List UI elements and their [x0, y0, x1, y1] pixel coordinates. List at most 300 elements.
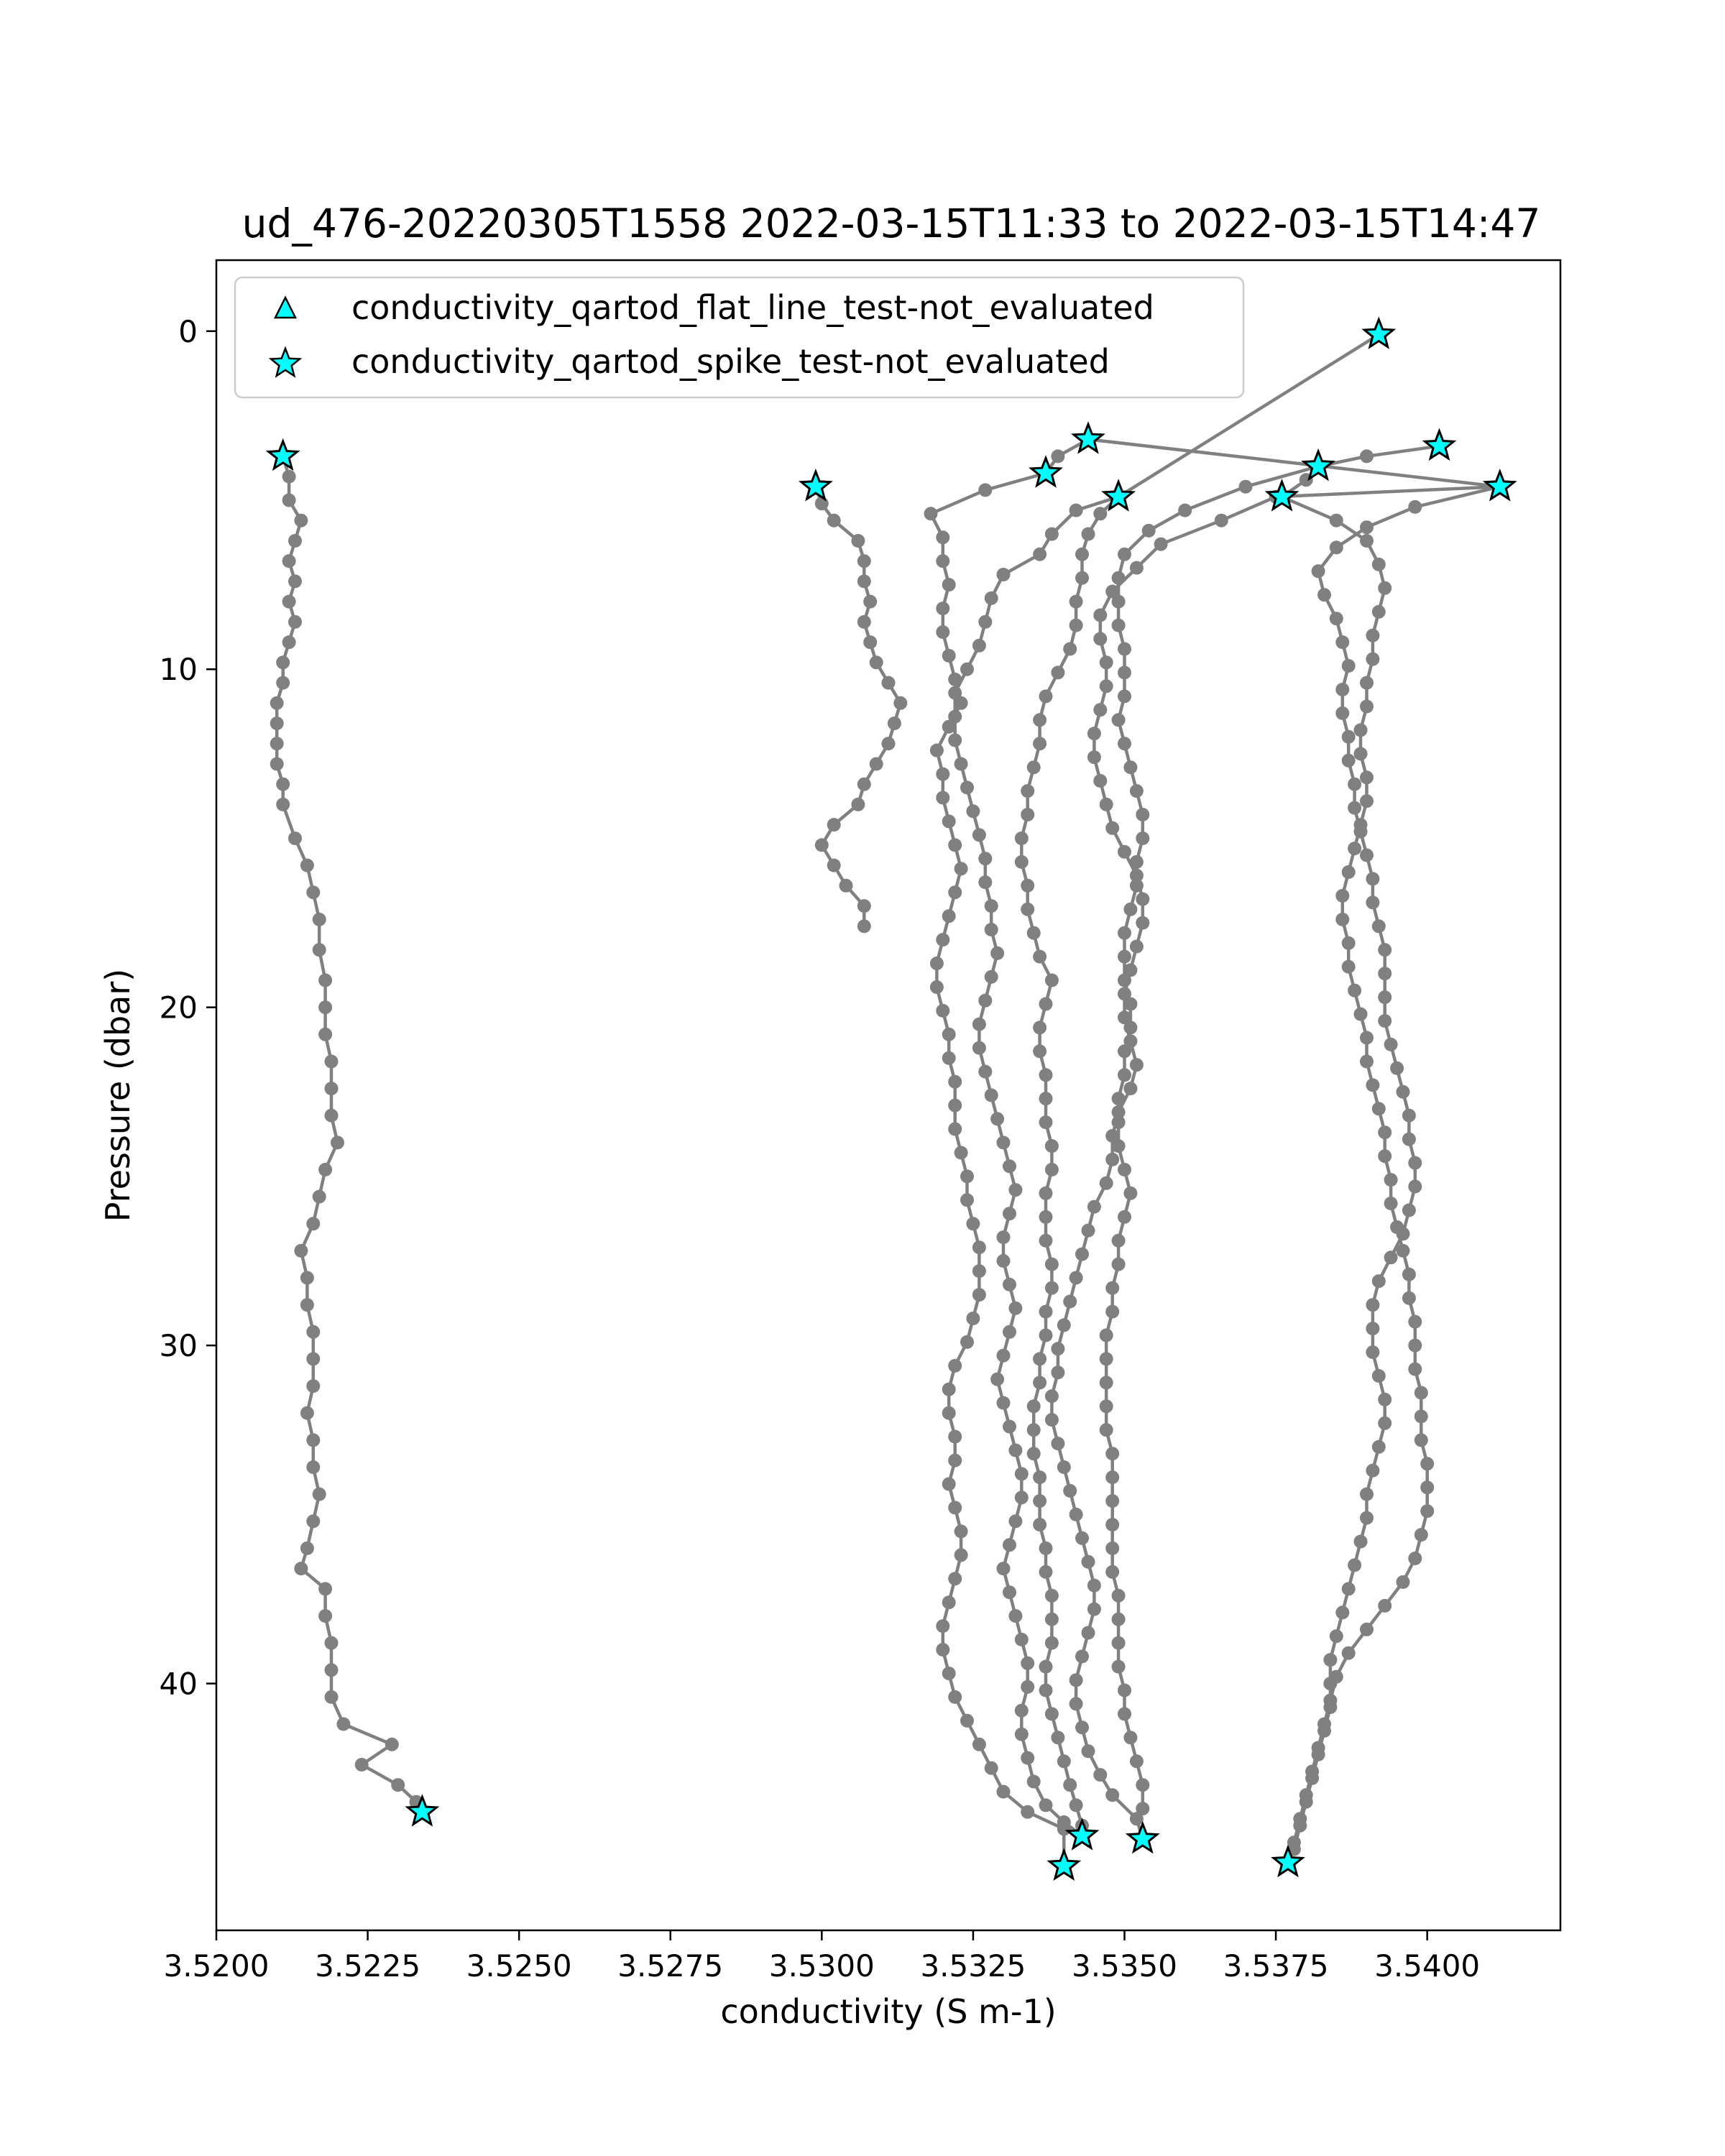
- data-point: [1063, 1484, 1077, 1498]
- plot-background: [216, 260, 1560, 1930]
- data-point: [1039, 1565, 1053, 1579]
- data-point: [1118, 548, 1131, 561]
- data-point: [1366, 629, 1379, 642]
- data-point: [1360, 676, 1374, 690]
- data-point: [888, 717, 901, 730]
- data-point: [948, 686, 962, 700]
- data-point: [948, 1690, 962, 1704]
- data-point: [997, 1254, 1011, 1268]
- data-point: [948, 885, 962, 899]
- data-point: [1008, 1514, 1022, 1528]
- data-point: [1136, 1778, 1149, 1792]
- data-point: [1082, 1555, 1095, 1569]
- data-point: [306, 885, 320, 899]
- data-point: [893, 696, 907, 710]
- data-point: [1335, 683, 1349, 696]
- data-point: [1378, 1416, 1392, 1430]
- data-point: [1378, 1393, 1392, 1406]
- data-point: [936, 530, 949, 544]
- data-point: [1420, 1504, 1434, 1518]
- data-point: [954, 1548, 968, 1562]
- data-point: [966, 1217, 980, 1230]
- data-point: [1118, 926, 1131, 940]
- data-point: [1330, 540, 1343, 554]
- data-point: [942, 1406, 956, 1420]
- data-point: [942, 649, 956, 663]
- data-point: [936, 1004, 949, 1018]
- x-tick-label: 3.5400: [1374, 1948, 1481, 1984]
- data-point: [1330, 612, 1343, 625]
- data-point: [960, 1335, 974, 1349]
- data-point: [1057, 1318, 1071, 1332]
- data-point: [1312, 564, 1325, 578]
- data-point: [1408, 1156, 1422, 1170]
- data-point: [1366, 872, 1379, 885]
- data-point: [1039, 1115, 1053, 1129]
- data-point: [863, 635, 877, 649]
- y-tick-label: 40: [159, 1666, 198, 1702]
- data-point: [1105, 1788, 1119, 1802]
- data-point: [1021, 784, 1034, 798]
- data-point: [1033, 1044, 1046, 1058]
- data-point: [1003, 1420, 1016, 1434]
- data-point: [1093, 609, 1107, 622]
- data-point: [1063, 642, 1077, 656]
- data-point: [1015, 1704, 1029, 1718]
- data-point: [1082, 1744, 1095, 1758]
- data-point: [1051, 1365, 1064, 1379]
- data-point: [306, 1217, 320, 1230]
- data-point: [1136, 831, 1149, 845]
- data-point: [978, 1065, 992, 1079]
- data-point: [1033, 713, 1046, 727]
- data-point: [1408, 500, 1422, 514]
- data-point: [882, 676, 896, 690]
- data-point: [1063, 1778, 1077, 1792]
- data-point: [1384, 1173, 1398, 1187]
- data-point: [1112, 1589, 1126, 1603]
- data-point: [1075, 1720, 1089, 1734]
- data-point: [1123, 1082, 1137, 1095]
- data-point: [325, 1636, 339, 1650]
- data-point: [1070, 1271, 1083, 1285]
- plot-area: [216, 260, 1560, 1930]
- data-point: [1100, 1329, 1113, 1342]
- data-point: [318, 1000, 332, 1014]
- data-point: [1033, 1470, 1046, 1484]
- data-point: [294, 1244, 308, 1258]
- data-point: [282, 470, 296, 484]
- x-tick-label: 3.5375: [1223, 1948, 1329, 1984]
- data-point: [1293, 1812, 1307, 1825]
- data-point: [300, 1271, 314, 1285]
- data-point: [1118, 845, 1131, 859]
- data-point: [1112, 1613, 1126, 1626]
- data-point: [1372, 919, 1386, 933]
- data-point: [1100, 1423, 1113, 1437]
- data-point: [288, 574, 302, 588]
- data-point: [1100, 655, 1113, 669]
- data-point: [870, 655, 883, 669]
- data-point: [870, 757, 883, 771]
- data-point: [1063, 1295, 1077, 1309]
- data-point: [1015, 855, 1029, 869]
- data-point: [1118, 642, 1131, 656]
- data-point: [990, 1373, 1004, 1386]
- data-point: [276, 798, 290, 811]
- data-point: [318, 974, 332, 987]
- data-point: [1039, 1660, 1053, 1674]
- data-point: [942, 909, 956, 923]
- data-point: [827, 859, 841, 872]
- data-point: [1360, 520, 1374, 534]
- data-point: [1045, 1281, 1059, 1295]
- data-point: [1378, 1125, 1392, 1139]
- data-point: [1045, 1413, 1059, 1427]
- data-point: [318, 1163, 332, 1176]
- data-point: [936, 1619, 949, 1633]
- data-point: [1305, 1764, 1319, 1778]
- data-point: [1420, 1480, 1434, 1494]
- data-point: [1378, 1014, 1392, 1028]
- y-axis-label: Pressure (dbar): [98, 968, 137, 1222]
- data-point: [1045, 1139, 1059, 1153]
- data-point: [1112, 1636, 1126, 1650]
- data-point: [936, 625, 949, 639]
- chart-title: ud_476-20220305T1558 2022-03-15T11:33 to 2022-03-15T14:47: [242, 201, 1541, 247]
- x-tick-label: 3.5275: [617, 1948, 724, 1984]
- data-point: [1408, 1180, 1422, 1194]
- data-point: [270, 696, 284, 710]
- data-point: [1366, 1322, 1379, 1335]
- data-point: [997, 1785, 1011, 1799]
- data-point: [1070, 619, 1083, 632]
- data-point: [857, 899, 871, 913]
- data-point: [1015, 1728, 1029, 1741]
- data-point: [1039, 1798, 1053, 1812]
- data-point: [1354, 1008, 1368, 1021]
- data-point: [1027, 760, 1041, 774]
- data-point: [1348, 801, 1361, 815]
- data-point: [948, 1501, 962, 1514]
- data-point: [306, 1514, 320, 1528]
- data-point: [1372, 1440, 1386, 1454]
- data-point: [1178, 504, 1192, 517]
- data-point: [331, 1135, 344, 1149]
- data-point: [978, 994, 992, 1008]
- data-point: [1123, 1731, 1137, 1744]
- x-tick-label: 3.5300: [768, 1948, 875, 1984]
- x-tick-label: 3.5225: [315, 1948, 421, 1984]
- y-axis: [160, 314, 216, 1702]
- data-point: [1033, 1376, 1046, 1389]
- data-point: [1033, 737, 1046, 750]
- data-point: [1039, 1305, 1053, 1319]
- data-point: [1402, 1133, 1416, 1146]
- data-point: [336, 1718, 350, 1731]
- data-point: [1033, 1494, 1046, 1508]
- data-point: [306, 1460, 320, 1474]
- data-point: [1348, 842, 1361, 855]
- data-point: [1105, 1542, 1119, 1555]
- data-point: [1112, 1092, 1126, 1105]
- data-point: [942, 578, 956, 591]
- data-point: [1033, 1352, 1046, 1365]
- data-point: [1335, 889, 1349, 903]
- data-point: [1045, 528, 1059, 541]
- data-point: [1008, 1183, 1022, 1197]
- x-axis: [164, 1930, 1481, 1984]
- legend: [235, 277, 1243, 397]
- data-point: [1348, 778, 1361, 791]
- data-point: [325, 1690, 339, 1704]
- data-point: [294, 1562, 308, 1575]
- data-point: [385, 1738, 399, 1751]
- data-point: [1330, 1629, 1343, 1643]
- data-point: [1021, 808, 1034, 821]
- data-point: [1118, 689, 1131, 703]
- data-point: [1021, 1805, 1034, 1819]
- data-point: [1130, 784, 1144, 798]
- data-point: [1335, 706, 1349, 720]
- data-point: [857, 615, 871, 629]
- data-point: [954, 757, 968, 771]
- data-point: [930, 957, 944, 970]
- data-point: [1112, 1660, 1126, 1674]
- x-axis-label: conductivity (S m-1): [720, 1992, 1057, 2031]
- data-point: [306, 1379, 320, 1393]
- data-point: [960, 780, 974, 794]
- data-point: [1123, 998, 1137, 1011]
- data-point: [1408, 1552, 1422, 1565]
- data-point: [1051, 449, 1064, 463]
- data-point: [1323, 1694, 1337, 1708]
- data-point: [1335, 635, 1349, 649]
- data-point: [1123, 1187, 1137, 1200]
- data-point: [1093, 703, 1107, 717]
- data-point: [1390, 1220, 1404, 1234]
- data-point: [1015, 831, 1029, 845]
- data-point: [1045, 1589, 1059, 1603]
- data-point: [318, 1028, 332, 1041]
- data-point: [1003, 1538, 1016, 1552]
- data-point: [1070, 1697, 1083, 1710]
- data-point: [827, 514, 841, 528]
- data-point: [972, 639, 986, 653]
- data-point: [1082, 1224, 1095, 1238]
- data-point: [1360, 534, 1374, 548]
- data-point: [1118, 950, 1131, 964]
- data-point: [882, 737, 896, 750]
- data-point: [1093, 632, 1107, 645]
- data-point: [1414, 1386, 1428, 1400]
- data-point: [1154, 538, 1168, 551]
- data-point: [1123, 760, 1137, 774]
- data-point: [1045, 1258, 1059, 1271]
- y-tick-label: 20: [159, 990, 198, 1026]
- data-point: [270, 757, 284, 771]
- data-point: [1015, 1633, 1029, 1646]
- data-point: [1082, 1626, 1095, 1640]
- data-point: [1330, 514, 1343, 528]
- data-point: [1112, 1258, 1126, 1271]
- data-point: [1100, 1176, 1113, 1190]
- data-point: [1330, 1670, 1343, 1684]
- data-point: [1033, 548, 1046, 561]
- data-point: [1118, 737, 1131, 750]
- data-point: [954, 1146, 968, 1160]
- data-point: [1105, 1565, 1119, 1579]
- data-point: [1093, 507, 1107, 520]
- data-point: [313, 1488, 326, 1501]
- y-tick-label: 0: [178, 313, 198, 349]
- data-point: [313, 1190, 326, 1204]
- data-point: [1300, 1788, 1313, 1802]
- data-point: [1075, 1248, 1089, 1261]
- data-point: [1045, 1613, 1059, 1626]
- data-point: [1118, 1684, 1131, 1697]
- data-point: [1342, 960, 1356, 974]
- data-point: [936, 554, 949, 568]
- data-point: [815, 497, 829, 510]
- data-point: [1021, 1751, 1034, 1765]
- data-point: [1354, 818, 1368, 831]
- data-point: [1130, 561, 1144, 575]
- data-point: [1051, 1731, 1064, 1744]
- data-point: [1105, 1153, 1119, 1166]
- data-point: [1015, 1491, 1029, 1504]
- data-point: [948, 1454, 962, 1468]
- data-point: [954, 1524, 968, 1538]
- data-point: [972, 828, 986, 842]
- data-point: [1402, 1109, 1416, 1123]
- data-point: [1420, 1457, 1434, 1470]
- data-point: [924, 507, 938, 520]
- data-point: [1045, 1636, 1059, 1650]
- data-point: [1118, 1210, 1131, 1224]
- data-point: [1136, 916, 1149, 930]
- legend-label-flat-line: conductivity_qartod_flat_line_test-not_evaluated: [351, 288, 1154, 327]
- data-point: [1118, 1163, 1131, 1176]
- data-point: [1402, 1291, 1416, 1305]
- data-point: [1402, 1204, 1416, 1217]
- data-point: [857, 554, 871, 568]
- data-point: [997, 1135, 1011, 1149]
- data-point: [966, 804, 980, 818]
- data-point: [325, 1663, 339, 1677]
- data-point: [1105, 1305, 1119, 1319]
- data-point: [1360, 1031, 1374, 1045]
- data-point: [1360, 1055, 1374, 1069]
- data-point: [1027, 926, 1041, 940]
- data-point: [1039, 1684, 1053, 1697]
- data-point: [282, 635, 296, 649]
- data-point: [1317, 1718, 1331, 1731]
- x-tick-label: 3.5250: [466, 1948, 572, 1984]
- data-point: [997, 1349, 1011, 1363]
- data-point: [1354, 1535, 1368, 1549]
- data-point: [1021, 903, 1034, 916]
- data-point: [1070, 1798, 1083, 1812]
- data-point: [1408, 1363, 1422, 1376]
- data-point: [1100, 1352, 1113, 1365]
- data-point: [1075, 1649, 1089, 1663]
- data-point: [1384, 1197, 1398, 1210]
- data-point: [1112, 619, 1126, 632]
- data-point: [1136, 1802, 1149, 1815]
- data-point: [325, 1109, 339, 1123]
- data-point: [960, 1193, 974, 1207]
- data-point: [1027, 1447, 1041, 1460]
- data-point: [1045, 1163, 1059, 1176]
- data-point: [1070, 1508, 1083, 1521]
- data-point: [1027, 1423, 1041, 1437]
- data-point: [1003, 1325, 1016, 1339]
- data-point: [1045, 1707, 1059, 1720]
- data-point: [1378, 943, 1392, 957]
- data-point: [840, 879, 853, 893]
- data-point: [1136, 808, 1149, 821]
- data-point: [1105, 1447, 1119, 1460]
- data-point: [1378, 1599, 1392, 1613]
- data-point: [1003, 1278, 1016, 1291]
- data-point: [1057, 1815, 1071, 1829]
- data-point: [1360, 770, 1374, 784]
- data-point: [1360, 700, 1374, 714]
- data-point: [1093, 774, 1107, 788]
- data-point: [1093, 1768, 1107, 1782]
- data-point: [936, 1643, 949, 1657]
- data-point: [1215, 514, 1228, 528]
- data-point: [1039, 998, 1053, 1011]
- x-tick-label: 3.5350: [1072, 1948, 1177, 1984]
- data-point: [1045, 974, 1059, 987]
- data-point: [1360, 794, 1374, 808]
- data-point: [1414, 1409, 1428, 1423]
- data-point: [282, 595, 296, 609]
- data-point: [936, 602, 949, 615]
- data-point: [288, 615, 302, 629]
- data-point: [948, 1359, 962, 1373]
- data-point: [1118, 1068, 1131, 1082]
- data-point: [960, 1714, 974, 1728]
- data-point: [313, 913, 326, 926]
- data-point: [936, 933, 949, 946]
- data-point: [325, 1082, 339, 1095]
- data-point: [1142, 524, 1156, 538]
- data-point: [1378, 1149, 1392, 1163]
- data-point: [942, 1595, 956, 1609]
- data-point: [1390, 1061, 1404, 1075]
- data-point: [948, 1572, 962, 1585]
- data-point: [942, 814, 956, 828]
- data-point: [1372, 1274, 1386, 1288]
- data-point: [1105, 1470, 1119, 1484]
- data-point: [1123, 1021, 1137, 1034]
- data-point: [1039, 1068, 1053, 1082]
- data-point: [960, 1169, 974, 1183]
- data-point: [1366, 1464, 1379, 1478]
- data-point: [288, 534, 302, 548]
- data-point: [954, 862, 968, 875]
- data-point: [1414, 1528, 1428, 1542]
- data-point: [1342, 730, 1356, 744]
- data-point: [1372, 1369, 1386, 1383]
- data-point: [857, 778, 871, 791]
- data-point: [1027, 1775, 1041, 1789]
- data-point: [930, 744, 944, 757]
- data-point: [851, 798, 865, 811]
